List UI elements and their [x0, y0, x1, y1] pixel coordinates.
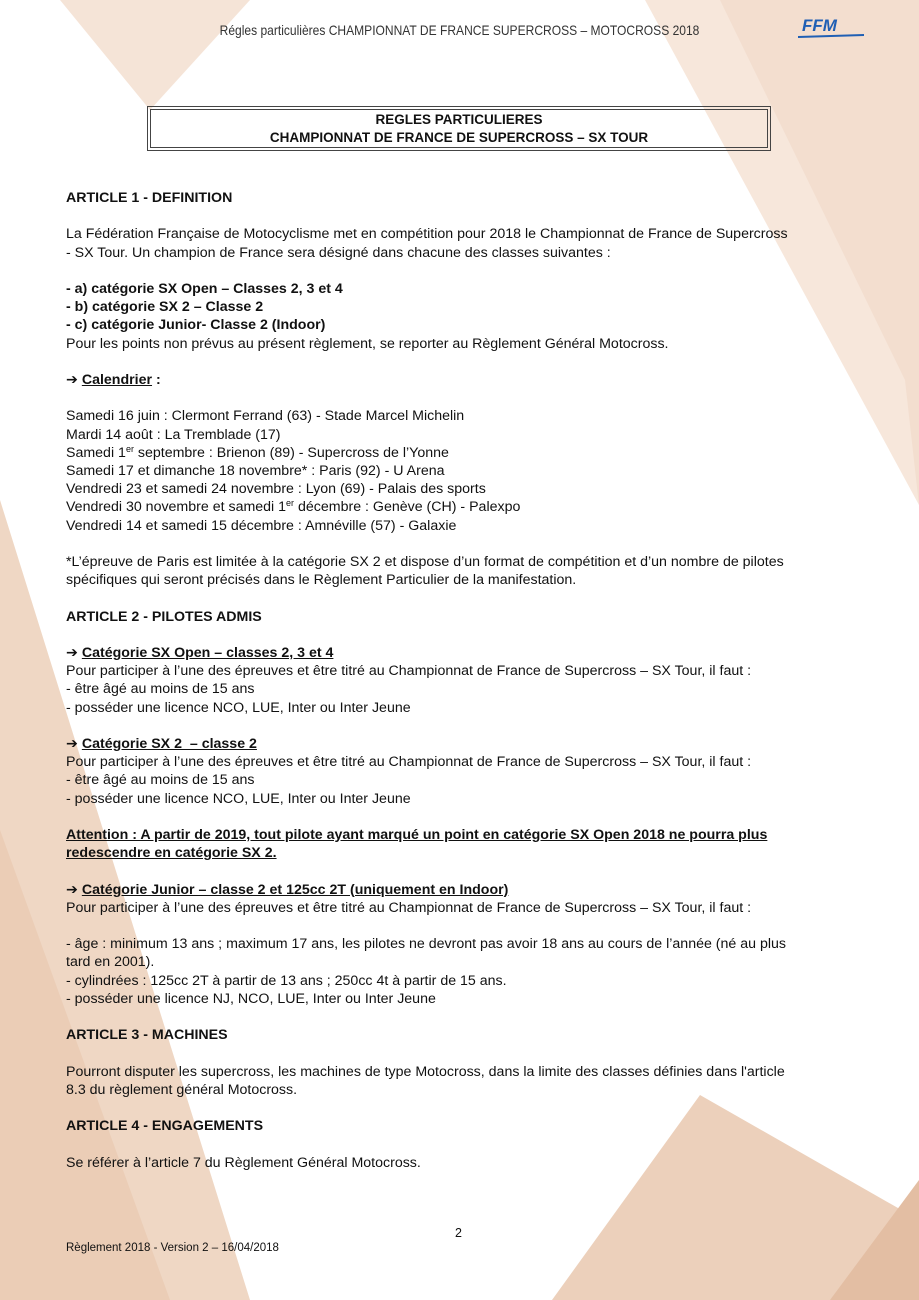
article-3-heading: ARTICLE 3 - MACHINES	[66, 1027, 228, 1044]
calendar-item-paris: Samedi 17 et dimanche 18 novembre* : Paris (92) - U Arena	[66, 462, 445, 479]
calendar-item-brienon: Samedi 1er septembre : Brienon (89) - Supercross de l’Yonne	[66, 443, 449, 461]
calendar-item-clermont: Samedi 16 juin : Clermont Ferrand (63) - Stade Marcel Michelin	[66, 408, 465, 425]
title-box	[147, 106, 771, 151]
category-c: - c) catégorie Junior- Classe 2 (Indoor)	[66, 317, 326, 334]
footer-version: Règlement 2018 - Version 2 – 16/04/2018	[66, 1242, 279, 1254]
svg-text:FFM: FFM	[802, 16, 837, 35]
calendar-heading	[66, 371, 866, 389]
calendar-item-geneve: Vendredi 30 novembre et samedi 1er décembre : Genève (CH) - Palexpo	[66, 498, 521, 516]
arrow-right-icon: ➔	[66, 881, 82, 898]
sx-open-age: - être âgé au moins de 15 ans	[66, 681, 255, 698]
calendar-item-lyon: Vendredi 23 et samedi 24 novembre : Lyon (69) - Palais des sports	[66, 481, 486, 498]
document-body	[66, 189, 866, 1172]
arrow-right-icon: ➔	[66, 371, 82, 388]
calendar-label: Calendrier	[81, 371, 153, 388]
junior-cylindrees: - cylindrées : 125cc 2T à partir de 13 ans ; 250cc 4t à partir de 15 ans.	[66, 972, 507, 989]
calendar-colon: :	[152, 371, 161, 388]
article-1-note: Pour les points non prévus au présent règlement, se reporter au Règlement Général Motocross.	[66, 335, 669, 352]
category-b: - b) catégorie SX 2 – Classe 2	[66, 299, 264, 316]
sx-open-heading: ➔ Catégorie SX Open – classes 2, 3 et 4	[66, 644, 334, 661]
junior-age-line-1: - âge : minimum 13 ans ; maximum 17 ans, les pilotes ne devront pas avoir 18 ans au cours de l’année (né au plus	[66, 936, 787, 953]
attention-line-1: Attention : A partir de 2019, tout pilote ayant marqué un point en catégorie SX Open 2018 ne pourra plus	[66, 826, 768, 843]
calendar-item-amneville: Vendredi 14 et samedi 15 décembre : Amnéville (57) - Galaxie	[66, 517, 457, 534]
junior-age-line-2: tard en 2001).	[66, 954, 155, 971]
article-3-text-line-2: 8.3 du règlement général Motocross.	[66, 1081, 298, 1098]
paris-note-line-2: spécifiques qui seront précisés dans le Règlement Particulier de la manifestation.	[66, 572, 577, 589]
calendar-item-tremblade: Mardi 14 août : La Tremblade (17)	[66, 426, 281, 443]
title-box-inner	[150, 109, 768, 148]
article-1-intro-line-1: La Fédération Française de Motocyclisme met en compétition pour 2018 le Championnat de France de Supercross	[66, 226, 788, 243]
article-1-intro-line-2: - SX Tour. Un champion de France sera désigné dans chacune des classes suivantes :	[66, 244, 611, 261]
attention-line-2: redescendre en catégorie SX 2.	[66, 845, 277, 862]
junior-heading: ➔ Catégorie Junior – classe 2 et 125cc 2T (uniquement en Indoor)	[66, 881, 509, 898]
category-a: - a) catégorie SX Open – Classes 2, 3 et 4	[66, 280, 343, 297]
title-line-2: CHAMPIONNAT DE FRANCE DE SUPERCROSS – SX TOUR	[269, 129, 649, 145]
title-line-1: REGLES PARTICULIERES	[375, 111, 543, 127]
article-3-text-line-1: Pourront disputer les supercross, les machines de type Motocross, dans la limite des classes définies dans l'article	[66, 1063, 785, 1080]
paris-note-line-1: *L’épreuve de Paris est limitée à la catégorie SX 2 et dispose d’un format de compétition et d’un nombre de pilotes	[66, 553, 784, 570]
article-2-heading: ARTICLE 2 - PILOTES ADMIS	[66, 608, 262, 625]
page-number: 2	[455, 1226, 462, 1240]
junior-requirement: Pour participer à l’une des épreuves et être titré au Championnat de France de Supercross – SX Tour, il faut :	[66, 899, 752, 916]
junior-licence: - posséder une licence NJ, NCO, LUE, Inter ou Inter Jeune	[66, 990, 436, 1007]
arrow-right-icon: ➔	[66, 735, 82, 752]
sx-open-requirement: Pour participer à l’une des épreuves et être titré au Championnat de France de Supercross – SX Tour, il faut :	[66, 663, 752, 680]
sx-open-licence: - posséder une licence NCO, LUE, Inter ou Inter Jeune	[66, 699, 411, 716]
article-4-heading: ARTICLE 4 - ENGAGEMENTS	[66, 1118, 264, 1135]
sx2-licence: - posséder une licence NCO, LUE, Inter ou Inter Jeune	[66, 790, 411, 807]
arrow-right-icon: ➔	[66, 644, 82, 661]
ffm-logo-icon	[796, 14, 866, 42]
article-4-text: Se référer à l’article 7 du Règlement Général Motocross.	[66, 1154, 421, 1171]
sx2-heading: ➔ Catégorie SX 2 – classe 2	[66, 735, 257, 752]
article-1-heading: ARTICLE 1 - DEFINITION	[66, 190, 233, 206]
sx2-requirement: Pour participer à l’une des épreuves et être titré au Championnat de France de Supercross – SX Tour, il faut :	[66, 754, 752, 771]
sx2-age: - être âgé au moins de 15 ans	[66, 772, 255, 789]
page-header-title: Régles particulières CHAMPIONNAT DE FRANCE SUPERCROSS – MOTOCROSS 2018	[219, 22, 700, 38]
